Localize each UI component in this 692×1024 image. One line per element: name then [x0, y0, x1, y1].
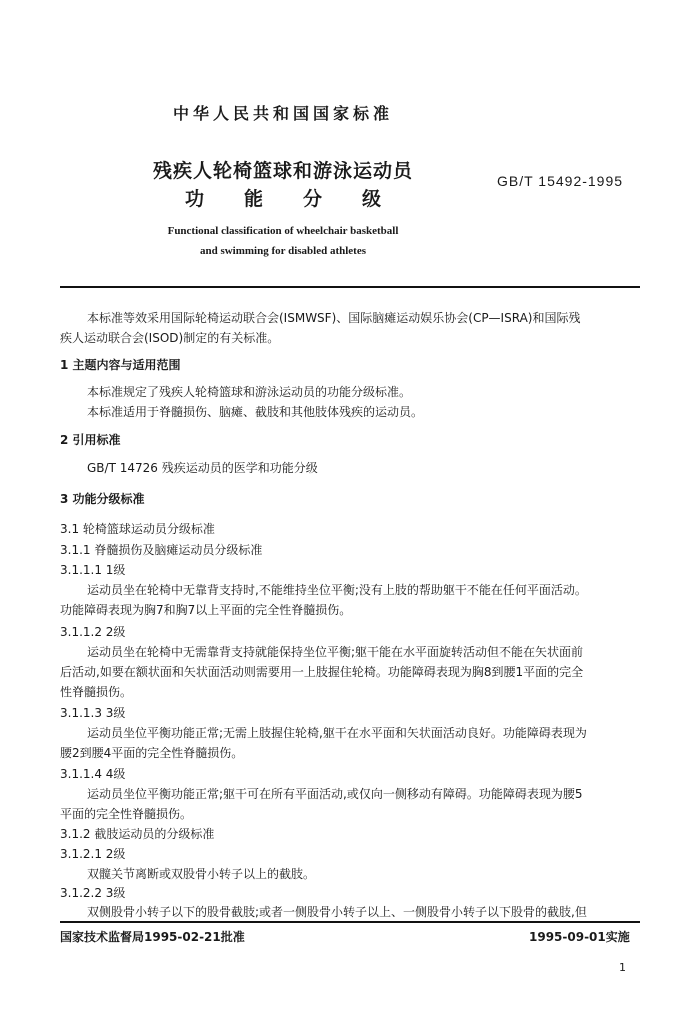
clause-3-1-1-3: 3.1.1.3 3级	[60, 706, 126, 720]
document-title: 残疾人轮椅篮球和游泳运动员	[152, 160, 413, 182]
clause-3-1-1-1-line1: 运动员坐在轮椅中无靠背支持时,不能维持坐位平衡;没有上肢的帮助躯干不能在任何平面活动。	[87, 583, 587, 597]
clause-3-1-1-1-line2: 功能障碍表现为胸7和胸7以上平面的完全性脊髓损伤。	[60, 603, 352, 617]
clause-3-1-1-4: 3.1.1.4 4级	[60, 767, 126, 781]
clause-3-1-1-4-line1: 运动员坐位平衡功能正常;躯干可在所有平面活动,或仅向一侧移动有障碍。功能障碍表现为腰5	[87, 787, 583, 801]
standard-code: GB/T 15492-1995	[497, 173, 624, 189]
section-2-heading: 2 引用标准	[60, 433, 121, 447]
clause-3-1-1-1: 3.1.1.1 1级	[60, 563, 126, 577]
section-2-reference: GB/T 14726 残疾运动员的医学和功能分级	[87, 461, 318, 475]
clause-3-1-2-2: 3.1.2.2 3级	[60, 886, 126, 900]
footer-divider	[60, 921, 640, 923]
english-title-line2: and swimming for disabled athletes	[199, 245, 367, 257]
clause-3-1-1-2: 3.1.1.2 2级	[60, 625, 126, 639]
header-divider	[60, 286, 640, 288]
intro-line2: 疾人运动联合会(ISOD)制定的有关标准。	[60, 331, 280, 345]
section-1-para1: 本标准规定了残疾人轮椅篮球和游泳运动员的功能分级标准。	[87, 385, 412, 399]
clause-3-1-1-4-line2: 平面的完全性脊髓损伤。	[60, 807, 193, 821]
implementation-date: 1995-09-01实施	[529, 930, 630, 944]
clause-3-1-1-2-line3: 性脊髓损伤。	[60, 685, 133, 699]
section-1-heading: 1 主题内容与适用范围	[60, 358, 181, 372]
clause-3-1-1-2-line2: 后活动,如要在额状面和矢状面活动则需要用一上肢握住轮椅。功能障碍表现为胸8到腰1平面的完全	[60, 665, 584, 679]
national-standard-heading: 中华人民共和国国家标准	[172, 104, 393, 123]
clause-3-1-1-3-line2: 腰2到腰4平面的完全性脊髓损伤。	[60, 746, 244, 760]
section-3-1-2-heading: 3.1.2 截肢运动员的分级标准	[60, 827, 215, 841]
clause-3-1-1-3-line1: 运动员坐位平衡功能正常;无需上肢握住轮椅,躯干在水平面和矢状面活动良好。功能障碍表现为	[87, 726, 587, 740]
intro-line1: 本标准等效采用国际轮椅运动联合会(ISMWSF)、国际脑瘫运动娱乐协会(CP—ISRA)和国际残	[87, 311, 581, 325]
page-number: 1	[619, 961, 626, 974]
section-3-1-1-heading: 3.1.1 脊髓损伤及脑瘫运动员分级标准	[60, 543, 263, 557]
clause-3-1-2-2-line1: 双侧股骨小转子以下的股骨截肢;或者一侧股骨小转子以上、一侧股骨小转子以下股骨的截肢,但	[87, 905, 587, 919]
section-1-para2: 本标准适用于脊髓损伤、脑瘫、截肢和其他肢体残疾的运动员。	[87, 405, 424, 419]
section-3-1-heading: 3.1 轮椅篮球运动员分级标准	[60, 522, 215, 536]
document-title-line2: 功能分级	[184, 188, 421, 210]
clause-3-1-1-2-line1: 运动员坐在轮椅中无需靠背支持就能保持坐位平衡;躯干能在水平面旋转活动但不能在矢状面前	[87, 645, 584, 659]
section-3-heading: 3 功能分级标准	[60, 492, 145, 506]
approval-date: 国家技术监督局1995-02-21批准	[60, 930, 245, 944]
clause-3-1-2-1: 3.1.2.1 2级	[60, 847, 126, 861]
english-title-line1: Functional classification of wheelchair basketball	[167, 225, 399, 237]
clause-3-1-2-1-line1: 双髋关节离断或双股骨小转子以上的截肢。	[87, 867, 316, 881]
